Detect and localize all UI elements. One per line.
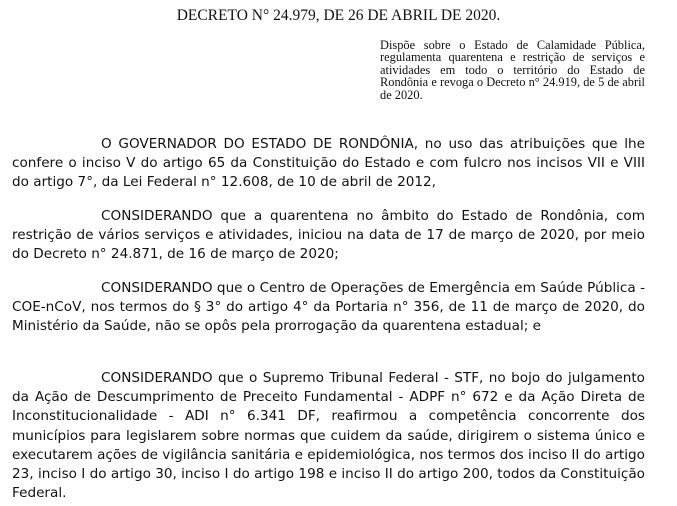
considerando-paragraph-3: CONSIDERANDO que o Supremo Tribunal Federal - STF, no bojo do julgamento da Ação de Descumprimento de Preceito Fundamental - ADPF n° 672 e da Ação Direta de Inconstitucionalidade - ADI n° 6.341 DF, reafirmou a competência concorrente dos municípios para legislarem sobre normas que cuidem da saúde, dirigirem o sistema único e executarem ações de vigilância sanitária e epidemiológica, nos termos dos inciso II do artigo 23, inciso I do artigo 30, inciso I do artigo 198 e inciso II do artigo 200, todos da Constituição Federal.: [12, 370, 645, 502]
considerando-paragraph-1: CONSIDERANDO que a quarentena no âmbito do Estado de Rondônia, com restrição de vários serviços e atividades, iniciou na data de 17 de março de 2020, por meio do Decreto n° 24.871, de 16 de março de 2020;: [12, 208, 645, 263]
decree-title: DECRETO N° 24.979, DE 26 DE ABRIL DE 2020.: [176, 7, 501, 24]
preamble-paragraph: O GOVERNADOR DO ESTADO DE RONDÔNIA, no uso das atribuições que lhe confere o inciso V do artigo 65 da Constituição do Estado e com fulcro nos incisos VII e VIII do artigo 7°, da Lei Federal n° 12.608, de 10 de abril de 2012,: [12, 136, 645, 191]
considerando-paragraph-2: CONSIDERANDO que o Centro de Operações de Emergência em Saúde Pública - COE-nCoV, nos termos do § 3° do artigo 4° da Portaria n° 356, de 11 de março de 2020, do Ministério da Saúde, não se opôs pela prorrogação da quarentena estadual; e: [12, 280, 645, 335]
decree-summary: Dispõe sobre o Estado de Calamidade Pública, regulamenta quarentena e restrição de serviços e atividades em todo o território do Estado de Rondônia e revoga o Decreto n° 24.919, de 5 de abril de 2020.: [380, 38, 645, 102]
